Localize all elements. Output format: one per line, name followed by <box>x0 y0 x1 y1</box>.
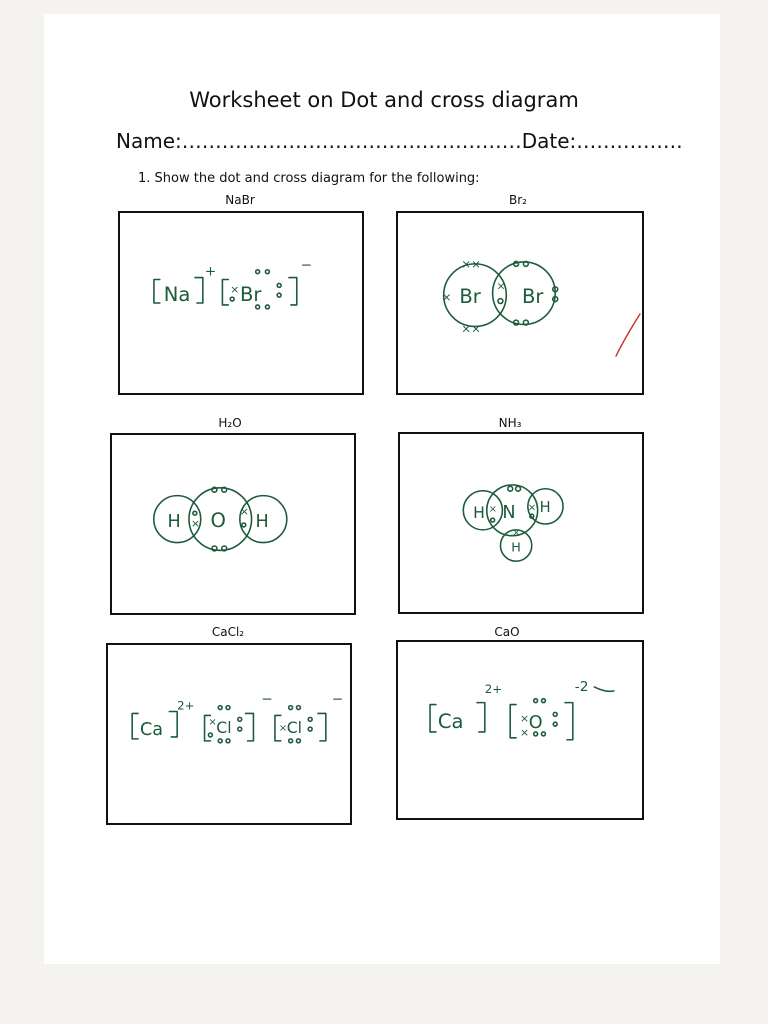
svg-text:×: × <box>230 283 240 297</box>
svg-text:×: × <box>512 527 521 539</box>
svg-text:2+: 2+ <box>177 698 195 713</box>
cao-diagram <box>398 642 642 818</box>
svg-text:×: × <box>520 712 530 726</box>
svg-text:×: × <box>278 723 288 735</box>
svg-text:−: − <box>331 691 344 708</box>
cacl2-diagram-box <box>106 643 352 825</box>
svg-text:H: H <box>511 539 521 555</box>
cacl2-diagram <box>108 645 350 823</box>
correction-mark <box>612 312 642 362</box>
worksheet-title: Worksheet on Dot and cross diagram <box>189 88 579 112</box>
svg-text:2+: 2+ <box>484 681 503 696</box>
label-h2o: H₂O <box>218 416 242 430</box>
svg-text:×: × <box>239 505 249 519</box>
svg-text:Cl: Cl <box>286 718 302 738</box>
svg-text:O: O <box>210 508 226 532</box>
br2-diagram-box <box>396 211 644 395</box>
svg-text:−: − <box>300 257 313 274</box>
svg-text:×: × <box>208 717 217 729</box>
svg-text:H: H <box>255 511 269 532</box>
svg-text:Cl: Cl <box>216 718 232 738</box>
svg-text:×: × <box>190 516 200 530</box>
svg-text:O: O <box>528 713 543 734</box>
h2o-diagram-box <box>110 433 356 615</box>
label-nabr: NaBr <box>225 193 255 207</box>
svg-text:H: H <box>167 511 181 532</box>
label-cao: CaO <box>494 625 520 639</box>
cao-diagram-box <box>396 640 644 820</box>
svg-text:−: − <box>261 691 273 708</box>
svg-text:Ca: Ca <box>437 710 464 734</box>
svg-text:××: ×× <box>461 321 481 336</box>
nh3-diagram <box>400 434 642 612</box>
label-cacl2: CaCl₂ <box>211 625 245 639</box>
h2o-diagram <box>112 435 354 613</box>
nh3-diagram-box <box>398 432 644 614</box>
question-1: 1. Show the dot and cross diagram for the following: <box>138 171 480 186</box>
label-nh3: NH₃ <box>498 416 522 430</box>
svg-text:Ca: Ca <box>140 719 164 740</box>
svg-text:×: × <box>527 502 537 514</box>
label-br2: Br₂ <box>509 193 527 207</box>
svg-text:+: + <box>204 263 217 280</box>
svg-text:Br: Br <box>240 283 262 307</box>
nabr-diagram <box>120 213 362 393</box>
svg-text:H: H <box>539 499 551 517</box>
svg-text:Br: Br <box>521 285 544 308</box>
svg-text:×: × <box>441 290 452 305</box>
svg-text:Na: Na <box>163 283 191 307</box>
nabr-diagram-box <box>118 211 364 395</box>
svg-text:N: N <box>502 503 516 524</box>
svg-text:××: ×× <box>461 256 481 271</box>
svg-text:H: H <box>473 503 485 523</box>
name-date-line: Name:……………………………………………Date:……………. <box>116 129 683 153</box>
br2-diagram <box>398 213 642 393</box>
svg-text:Br: Br <box>459 285 481 308</box>
svg-text:×: × <box>520 725 530 739</box>
svg-text:×: × <box>496 279 506 293</box>
svg-text:×: × <box>488 504 497 516</box>
svg-text:-2: -2 <box>574 678 589 695</box>
